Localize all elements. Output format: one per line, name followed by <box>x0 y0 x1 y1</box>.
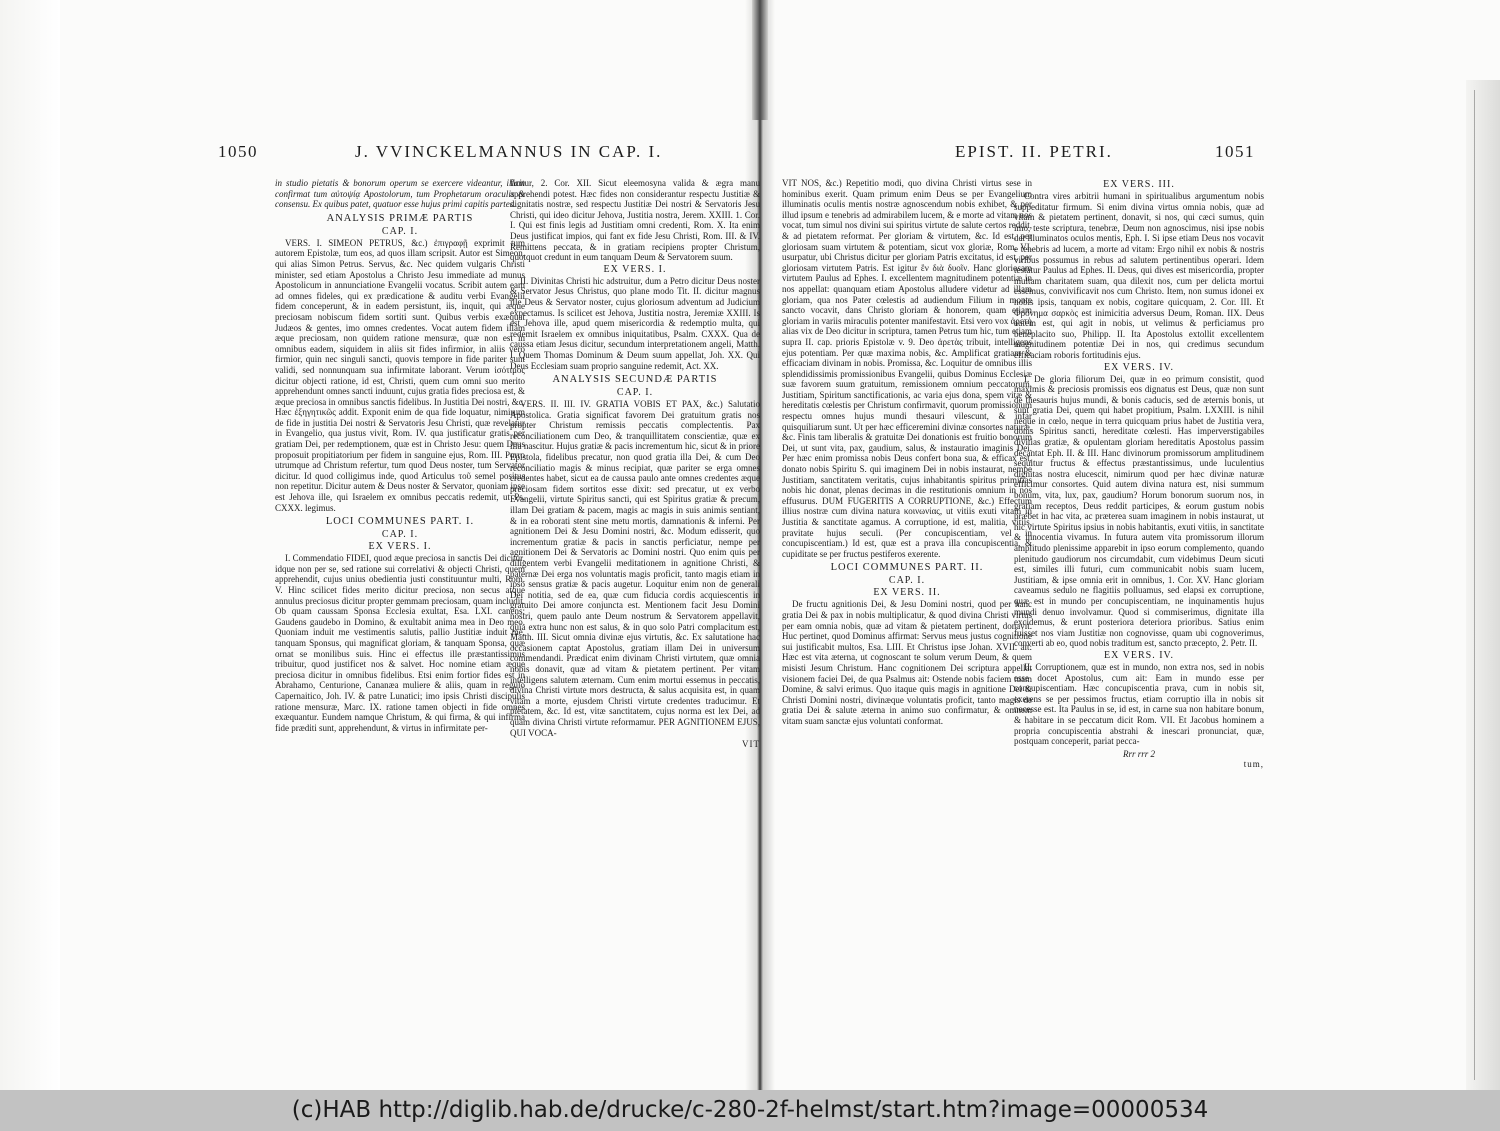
right-running-title: EPIST. II. PETRI. <box>955 142 1113 161</box>
paragraph: VERS. I. SIMEON PETRUS, &c.) ἐπιγραφῇ exprimit tum autorem Epistolæ, tum eos, ad quos illam scripsit. Autor est Simeon, qui alias Simon Petrus. Servus, &c. Nec quidem vulgaris Christi minister, sed etiam Apostolus a Christo Jesu immediate ad munus Apostolicum in annunciatione Evangelii vocatus. Scribit autem eam ad omnes fideles, qui ex prædicatione & auditu verbi Evangelii fidem conceperunt, & in eadem persistunt, iis, inquit, qui æque preciosam nobiscum fidem sortiti sunt. Quibus verbis exæquat Judæos & gentes, imo omnes credentes. Vocat autem fidem illam æque preciosam, non quidem ratione mensuræ, quæ non est in omnibus eadem, siquidem in aliis sit fides infirmior, in aliis vero firmior, quin nec singuli sancti, quovis tempore in fide pariter sunt validi, sed nonnunquam sua infirmitate laborant. Verum ἰσότιμος dicitur objecti ratione, id est, Christi, quem cum omni suo merito apprehendunt omnes sancti induunt, cujus gratia fides preciosa est, & æque preciosa in omnibus sanctis fidelibus. In Justitia Dei nostri, &c. Hæc ἐξηγητικῶς addit. Exponit enim de qua fide loquatur, nimirum de fide in justitia Dei nostri & Servatoris Jesu Christi, quæ revelatur in Evangelio, qua justus vivit, Rom. IV. qua justificatur gratis per gratiam Dei, per redemptionem, quæ est in Christo Jesu: quem Deus proposuit propitiatorium per fidem in sanguine ejus, Rom. III. Porro utrumque ad Christum refertur, tum quod Deus noster, tum Servator dicitur. Id quod colligimus inde, quod Articulus τοῦ semel positus non repetitur. Dicitur autem & Deus noster & Servator, quoniam ipse est Jehova ille, qui Israelem ex omnibus peccatis redemit, ut Ps. CXXX. legimus. <box>275 237 525 513</box>
left-running-title: J. VVINCKELMANNUS IN CAP. I. <box>355 142 663 161</box>
scan-margin-left <box>0 0 60 1090</box>
section-heading: ANALYSIS SECUNDÆ PARTIS <box>552 374 718 386</box>
chapter-heading: CAP. I. <box>381 225 419 237</box>
text-column-4 <box>1014 178 1264 770</box>
chapter-heading: CAP. I. <box>888 575 926 587</box>
paragraph: ficitur, 2. Cor. XII. Sicut eleemosyna valida & ægra manu apprehendi potest. Hæc fides non considerantur respectu Justitiæ & dignitatis nostræ, sed respectu Justitiæ Dei nostri & Servatoris Jesu Christi, qui ideo dicitur Jehova, Justitia nostra, Jerem. XXIII. 1. Cor. I. Qui est finis legis ad Justitiam omni credenti, Rom. X. Ita enim Deus justificat impios, qui fant ex fide Jesu Christi, Rom. III. & IV. Remittens peccata, & in gratiam recipiens propter Christum, quotquot credunt in eum tanquam Deum & Servatorem suum. <box>510 178 760 263</box>
section-heading: LOCI COMMUNES PART. I. <box>325 516 475 528</box>
catchword: tum, <box>1243 759 1264 770</box>
catchword: VIT <box>742 739 760 750</box>
chapter-heading: CAP. I. <box>381 529 419 541</box>
right-page-number: 1051 <box>1215 142 1255 161</box>
verse-heading: EX VERS. I. <box>603 263 667 275</box>
chapter-heading: CAP. I. <box>616 387 654 399</box>
gutter-shadow-top <box>752 0 768 120</box>
page-edge-line <box>1474 90 1475 1080</box>
section-heading: LOCI COMMUNES PART. II. <box>830 562 984 574</box>
paragraph: Contra vires arbitrii humani in spiritualibus argumentum nobis suppeditatur firmum. Si enim divina virtus omnia nobis, quæ ad vitam & pietatem pertinent, donavit, si nos, qui cæci sumus, quin imo, teste scriptura, tenebræ, Deum non agnoscimus, nisi ipse nobis det illuminatos oculos mentis, Eph. I. Si ipse etiam Deus nos vocavit e tenebris ad lucem, a morte ad vitam: Ergo nihil ex nobis & nostris viribus possumus in rebus ad salutem pertinentibus operari. Idem testatur Paulus ad Ephes. II. Deus, qui dives est misericordia, propter multam charitatem suam, qua dilexit nos, cum per delicta mortui essemus, convivificavit nos cum Christo. Item, non sumus idonei ex nobis ipsis, tanquam ex nobis, cogitare quicquam, 2. Cor. III. Et Φρόνημα σαρκὸς est inimicitia adversus Deum, Roman. IIX. Deus autem est, qui agit in nobis, ut velimus & perficiamus pro beneplacito suo, Philipp. II. Ita Apostolus extollit excellentem magnitudinem potentiæ Dei in nos, qui credimus secundum efficaciam roboris fortitudinis ejus. <box>1014 191 1264 360</box>
paragraph: in studio pietatis & bonorum operum se exercere videantur, illam confirmat tum αὐτοψίᾳ Apostolorum, tum Prophetarum oraculis & consensu. Ex quibus patet, quatuor esse hujus primi capitis partes. <box>275 178 525 210</box>
signature-mark: Rrr rrr 2 <box>1122 748 1155 759</box>
verse-heading: EX VERS. I. <box>368 541 432 553</box>
paragraph: II. Corruptionem, quæ est in mundo, non extra nos, sed in nobis esse docet Apostolus, cum ait: Eam in mundo esse per concupiscentiam. Hæc concupiscentia prava, cum in nobis sit, exerens se per pessimos fructus, etiam corruptio illa in nobis sit necesse est. Ita Paulus in se, id est, in carne sua non habitare bonum, & habitare in se peccatum dicit Rom. VII. Et Jacobus hominem a propria concupiscentia abstrahi & inescari pronunciat, quæ, postquam conceperit, pariat pecca- <box>1014 661 1264 747</box>
copyright-footer: (c)HAB http://diglib.hab.de/drucke/c-280-2f-helmst/start.htm?image=00000534 <box>0 1090 1500 1131</box>
page-edge-right <box>1466 80 1500 1090</box>
verse-heading: EX VERS. II. <box>873 587 941 599</box>
text-column-1 <box>275 178 525 734</box>
paragraph: I. Commendatio FIDEI, quod æque preciosa in sanctis Dei dicitur, idque non per se, sed ratione sui correlativi & objecti Christi, quem apprehendit, cujus unius obedientia justi constituuntur multi, Rom. V. Hinc scilicet fides merito dicitur preciosa, non secus atque annulus preciosus dicitur propter gemmam preciosam, quam includit. Ob quam caussam Sponsa Ecclesia exultat, Esa. LXI. canens: Gaudens gaudebo in Domino, & exultabit anima mea in Deo meo. Quoniam induit me vestimentis salutis, pallio Justitiæ induit me, tanquam Sponsus, qui magnificat gloriam, & tanquam Sponsa, quæ ornat se monilibus suis. Hinc ei effectus ille præstantissimus tribuitur, quod justificet nos & salvet. Hoc nomine etiam æque preciosa dicitur in omnibus fidelibus. Etsi enim fortior fides est in Abrahamo, Centurione, Cananæa muliere & aliis, quam in regulo Capernaitico, Joh. IV. & patre Lunatici; imo ipsis Christi discipulis ratione mensuræ, Marc. IX. ratione tamen objecti in fide omnes exæquantur. Eundem namque Christum, & qui firma, & qui infirma fide præditi sunt, apprehendunt, & virtus in infirmitate per- <box>275 553 525 733</box>
text-column-2 <box>510 178 760 750</box>
verse-heading: EX VERS. IV. <box>1104 361 1174 373</box>
section-heading: ANALYSIS PRIMÆ PARTIS <box>326 212 474 224</box>
text-column-3 <box>782 178 1032 728</box>
paragraph: I. De gloria filiorum Dei, quæ in eo primum consistit, quod maximis & preciosis promissis eos dignatus est Deus, quæ non sunt de thesauris hujus mundi, & bonis caducis, sed de æternis bonis, ut sunt gratia Dei, quem qui habet propitium, Psalm. LXXIII. is nihil neque in cœlo, neque in terra quicquam prius habet de Justitia vera, donis Spiritus sancti, hereditate cœlesti. Has imperverstigabiles divitias gratiæ, & opulentam gloriam hereditatis Apostolus passim decantat Eph. II. & III. Hanc divinorum promissorum amplitudinem sequitur fructus & effectus præstantissimus, unde luculentius dignitas nostra elucescit, nimirum quod per hæc divinæ naturæ efficimur consortes. Quid autem divina natura est, nisi summum bonum, vita, lux, pax, gaudium? Horum bonorum suorum nos, in gratiam receptos, Deus reddit participes, & eorum gustum nobis præbet in hac vita, ac præterea suam imaginem in nobis instaurat, ut hic virtute Spiritus ipsius in nobis habitantis, exuti vitiis, in sanctitate & innocentia vivamus. In futura autem vita promissorum illorum amplitudo plenissime apparebit in ipso eorum complemento, quando plenitudo gaudiorum nos circumdabit, cum videbimus Deum sicuti est, similes illi futuri, cum communicabit nobis suam lucem, Justitiam, & ipse omnia erit in omnibus, 1. Cor. XV. Hanc gloriam caveamus sedulo ne flagitiis polluamus, sed elapsi ex corruptione, quæ est in mundo per concupiscentiam, ne inquinamentis hujus mundi denuo involvamur. Quod si commiserimus, dignitate illa excidemus, & erunt posteriora deteriora prioribus. Satius enim fuisset nos viam Justitiæ non cognovisse, quam ubi cognoverimus, converti ab eo, quod nobis traditum est, sancto præcepto, 2. Petr. II. <box>1014 373 1264 649</box>
paragraph: De fructu agnitionis Dei, & Jesu Domini nostri, quod per hanc gratia Dei & pax in nobis multiplicatur, & quod divina Christi virtus per eam omnia nobis, quæ ad vitam & pietatem pertinent, donavit. Huc pertinet, quod Dominus affirmat: Servus meus justus cognitione sui justificabit multos, Esa. LIII. Et Christus ipse Johan. XVII. ait: Hæc est vita æterna, ut cognoscant te solum verum Deum, & quem misisti Jesum Christum. Hanc cognitionem Dei scriptura appellat visionem faciei Dei, de qua Psalmus ait: Ostende nobis faciem tuam Domine, & salvi erimus. Quo itaque quis magis in agnitione Dei & Christi Domini nostri, divinæque voluntatis proficit, tanto magis de gratia Dei & salute æterna in animo suo confirmatur, & omnem vitam suam sanctæ ejus voluntati conformat. <box>782 599 1032 726</box>
paragraph: VERS. II. III. IV. GRATIA VOBIS ET PAX, &c.) Salutatio Apostolica. Gratia significat favorem Dei gratuitum gratis nos propter Christum remissis peccatis complectentis. Pax reconciliationem cum Deo, & tranquillitatem conscientiæ, quæ ex illa nascitur. Hujus gratiæ & pacis incrementum hic, sicut & in priore Epistola, fidelibus precatur, non quod gratia illa Dei, & cum Deo reconciliatio magis & minus recipiat, quæ pariter se erga omnes credentes habet, sicut ea de caussa paulo ante omnes credentes æque preciosam fidem sortitos esse dixit: sed precatur, ut ex verbo Evangelii, virtute Spiritus sancti, qui est Spiritus gratiæ & precum, illam Dei gratiam & pacem, magis ac magis in suis animis sentiant, & in ea roborati stent sine metu mortis, damnationis & inferni. Per agnitionem Dei & Jesu Domini nostri, &c. Modum edisserit, quo incrementum gratiæ & pacis in sanctis perficiatur, nempe per agnitionem Dei & Servatoris ac Domini nostri. Quo enim quis per diligentem verbi Evangelii meditationem in agnitione Christi, & paternæ Dei erga nos voluntatis magis proficit, tanto magis etiam in ipso sensus gratiæ & pacis augetur. Loquitur enim non de generali Dei notitia, sed de ea, quæ cum fiducia cordis acquiescentis in gratuito Dei amore conjuncta est. Mentionem facit Jesu Domini nostri, quem paulo ante Deum nostrum & Servatorem appellavit, quia extra hunc non est salus, & in quo solo Patri complacitum est, Matth. III. Sicut omnia divinæ ejus virtutis, &c. Ex salutatione hac occasionem captat Apostolus, gratiam illam Dei in universum commendandi. Prædicat enim divinam Christi virtutem, quæ omnia nobis donavit, quæ ad vitam & pietatem pertinent. Per vitam intelligens salutem æternam. Cum enim mortui essemus in peccatis, divina Christi virtute mors destructa, & salus acquisita est, in quam vitam a morte, ejusdem Christi virtute credentes traducimur. Et pietatem, &c. Id est, vitæ sanctitatem, cujus norma est lex Dei, ad quam divina Christi virtute reformamur. PER AGNITIONEM EJUS, QUI VOCA- <box>510 399 760 738</box>
paragraph: II. Divinitas Christi hic adstruitur, dum a Petro dicitur Deus noster & Servator Jesus Christus, quo plane modo Tit. II. dicitur magnus ille Deus & Servator noster, cujus gloriosum adventum ad Judicium expectamus. Is scilicet est Jehova, Justitia nostra, Jeremiæ XXIII. Is est Jehova ille, apud quem misericordia & redemptio multa, qui redemit Israelem ex omnibus iniquitatibus, Psalm. CXXX. Qua de caussa etiam Jesus dicitur, secundum interpretationem angeli, Matth. I. Quem Thomas Dominum & Deum suum appellat, Joh. XX. Qui Deus Ecclesiam suam proprio sanguine redemit, Act. XX. <box>510 275 760 371</box>
verse-heading: EX VERS. III. <box>1103 179 1175 190</box>
paragraph: VIT NOS, &c.) Repetitio modi, quo divina Christi virtus sese in hominibus exerit. Quam primum enim Deus se per Evangelium illuminatis oculis mentis nostræ agnoscendum nobis exhibet, & per illud ipsum e tenebris ad admirabilem lucem, & e morte ad vitam nos vocat, tum simul nos divini sui spiritus virtute de salute certos reddit, & ad pietatem reformat. Per gloriam & virtutem, &c. Id est, per gloriosam suam virtutem & potentiam, sicut vox gloriæ, Rom. VI. usurpatur, ubi Christus dicitur per gloriam Patris excitatus, id est, per gloriosam virtutem Patris. Est igitur ἓν διὰ δυοῖν. Hanc gloriosam virtutem Paulus ad Ephes. I. excellentem magnitudinem potentiæ in nos appellat: quanquam etiam Apostolus alludere videtur ad illam gloriam, qua nos Pater cœlestis ad audiendum Filium in monte sancto vocavit, dans Christo gloriam & honorem, quam etiam gloriam in variis miraculis potenter manifestavit. Etsi vero vox ἀρετὴ alias vix de Deo dicitur in scriptura, tamen Petrus tum hic, tum etiam supra II. cap. prioris Epistolæ v. 9. Deo ἀρετὰς tribuit, intelligens ejus potentiam. Per quæ maxima nobis, &c. Amplificat gratiam & efficaciam divinam in nobis. Promissa, &c. Loquitur de omnibus illis splendidissimis promissionibus Evangelii, quibus Dominus Ecclesiæ suæ favorem suum gratuitum, remissionem omnium peccatorum, Justitiam, Spiritum sanctificationis, ac varia ejus dona, spem vitæ & hereditatis cœlestis per Christum confirmavit, quorum promissionum respectu omnes hujus mundi thesauri vilescunt, & infar quisquiliarum sunt. Ut per hæc efficeremini divinæ consortes naturæ, &c. Finis tam liberalis & gratuitæ Dei donationis est fruitio bonorum Dei, ut sunt vita, pax, gaudium, salus, & instauratio imaginis Dei. Per hæc enim promissa nobis Deus confert bona sua, & efficax est, donato nobis Spiritu S. qui imaginem Dei in nobis instaurat, nempe Justitiam, sanctitatem veritatis, cujus inhabitantis spiritus primitias nobis hic donat, plenas decimas in die restitutionis omnium in nos effusurus. DUM FUGERITIS A CORRUPTIONE, &c.) Effectum illius nostræ cum divina natura κοινωνίας, ut vitiis exuti vitam in Justitia & sanctitate agamus. A corruptione, id est, malitia, vitiis, pravitate hujus seculi. (Per concupiscentiam, vel in concupiscentiam.) Id est, quæ est a prava illa concupiscentia, & cupiditate se per fructus pestiferos exerente. <box>782 178 1032 559</box>
left-page-number: 1050 <box>218 142 258 161</box>
verse-heading: EX VERS. IV. <box>1104 649 1174 661</box>
